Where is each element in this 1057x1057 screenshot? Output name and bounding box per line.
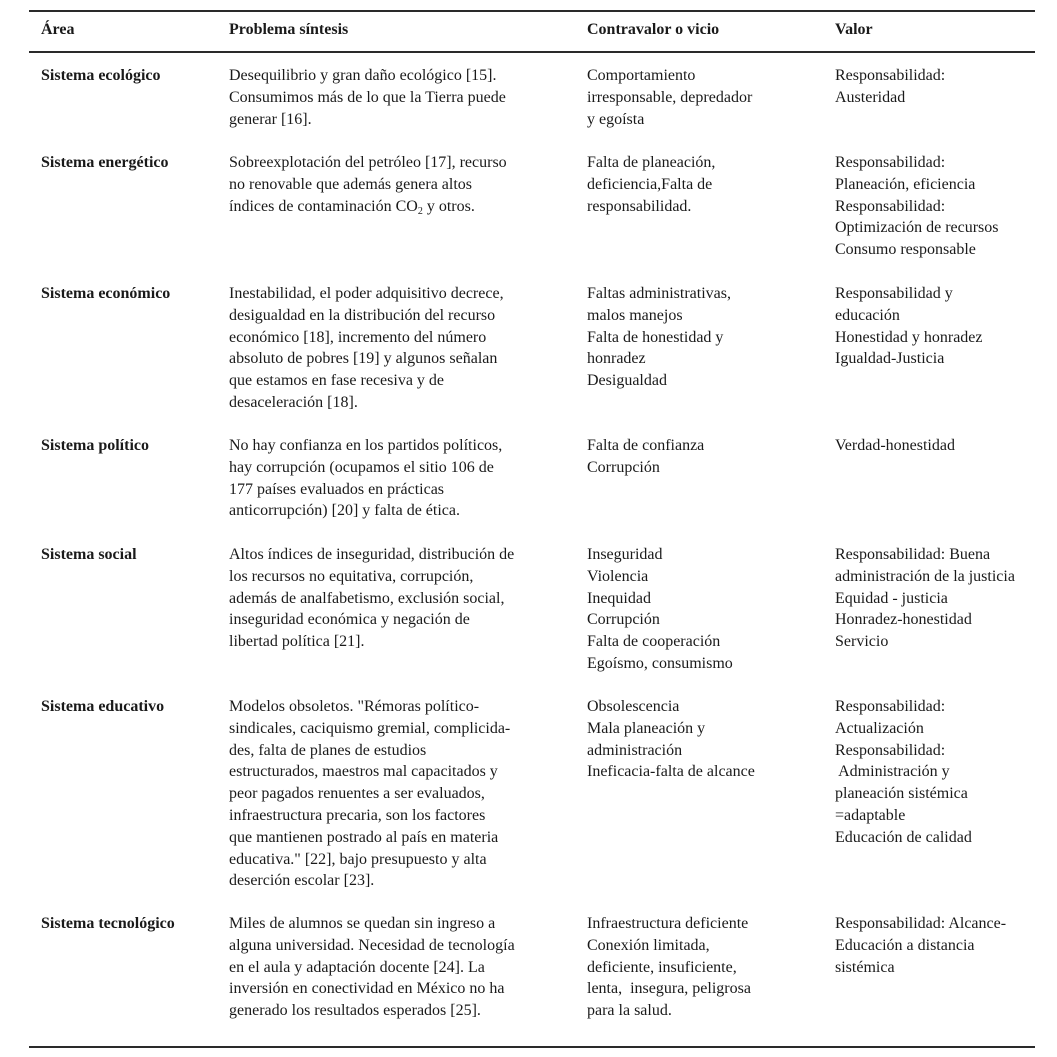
cell-problema: Sobreexplotación del petróleo [17], recurso no renovable que además genera altos índices de contaminación $CO_2$ y otros. (229, 154, 507, 217)
cell-area: Sistema energético (41, 154, 169, 171)
table-bottom-rule (29, 1046, 1035, 1048)
cell-problema: Miles de alumnos se quedan sin ingreso a alguna universidad. Necesidad de tecnología en el aula y adaptación docente [24]. La inversión en conectividad en México no ha generado los resultados esperados [25]. (229, 915, 515, 1020)
cell-contravalor: Comportamiento irresponsable, depredador y egoísta (587, 67, 753, 128)
cell-problema: Altos índices de inseguridad, distribución de los recursos no equitativa, corrupción, además de analfabetismo, exclusión social, inseguridad económica y negación de libertad política [21]. (229, 546, 515, 651)
cell-valor: Responsabilidad: Actualización Responsabilidad: Administración y planeación sistémica =adaptable Educación de calidad (835, 698, 972, 846)
table-header-rule (29, 51, 1035, 53)
cell-problema: Modelos obsoletos. "Rémoras político- sindicales, caciquismo gremial, complicida- des, falta de planes de estudios estructurados, maestros mal capacitados y peor pagados renuentes a ser evaluados, infraestructura precaria, son los factores que mantienen postrado al país en materia educativa." [22], bajo presupuesto y alta deserción escolar [23]. (229, 698, 511, 890)
cell-contravalor: Faltas administrativas, malos manejos Falta de honestidad y honradez Desigualdad (587, 285, 731, 390)
cell-area: Sistema educativo (41, 698, 165, 715)
header-area: Área (41, 21, 75, 38)
cell-area: Sistema ecológico (41, 67, 161, 84)
cell-valor: Responsabilidad y educación Honestidad y honradez Igualdad-Justicia (835, 285, 983, 368)
cell-valor: Verdad-honestidad (835, 437, 955, 454)
cell-area: Sistema tecnológico (41, 915, 175, 932)
cell-area: Sistema político (41, 437, 149, 454)
cell-valor: Responsabilidad: Buena administración de la justicia Equidad - justicia Honradez-honestidad Servicio (835, 546, 1015, 651)
cell-area: Sistema económico (41, 285, 171, 302)
cell-valor: Responsabilidad: Planeación, eficiencia Responsabilidad: Optimización de recursos Consumo responsable (835, 154, 999, 259)
cell-problema: No hay confianza en los partidos políticos, hay corrupción (ocupamos el sitio 106 de 177 países evaluados en prácticas anticorrupción) [20] y falta de ética. (229, 437, 503, 520)
cell-valor: Responsabilidad: Alcance- Educación a distancia sistémica (835, 915, 1007, 976)
header-valor: Valor (835, 21, 873, 38)
cell-problema: Desequilibrio y gran daño ecológico [15]. Consumimos más de lo que la Tierra puede generar [16]. (229, 67, 506, 128)
cell-contravalor: Falta de confianza Corrupción (587, 437, 705, 476)
cell-contravalor: Falta de planeación, deficiencia,Falta de responsabilidad. (587, 154, 716, 215)
cell-problema: Inestabilidad, el poder adquisitivo decrece, desigualdad en la distribución del recurso económico [18], incremento del número absoluto de pobres [19] y algunos señalan que estamos en fase recesiva y de desaceleración [18]. (229, 285, 504, 411)
table-top-rule (29, 10, 1035, 12)
cell-area: Sistema social (41, 546, 137, 563)
header-contravalor: Contravalor o vicio (587, 21, 720, 38)
cell-contravalor: Obsolescencia Mala planeación y administración Ineficacia-falta de alcance (587, 698, 755, 781)
cell-valor: Responsabilidad: Austeridad (835, 67, 946, 106)
cell-contravalor: Infraestructura deficiente Conexión limitada, deficiente, insuficiente, lenta, insegura, peligrosa para la salud. (587, 915, 751, 1020)
cell-contravalor: Inseguridad Violencia Inequidad Corrupción Falta de cooperación Egoísmo, consumismo (587, 546, 733, 672)
header-problema: Problema síntesis (229, 21, 349, 38)
